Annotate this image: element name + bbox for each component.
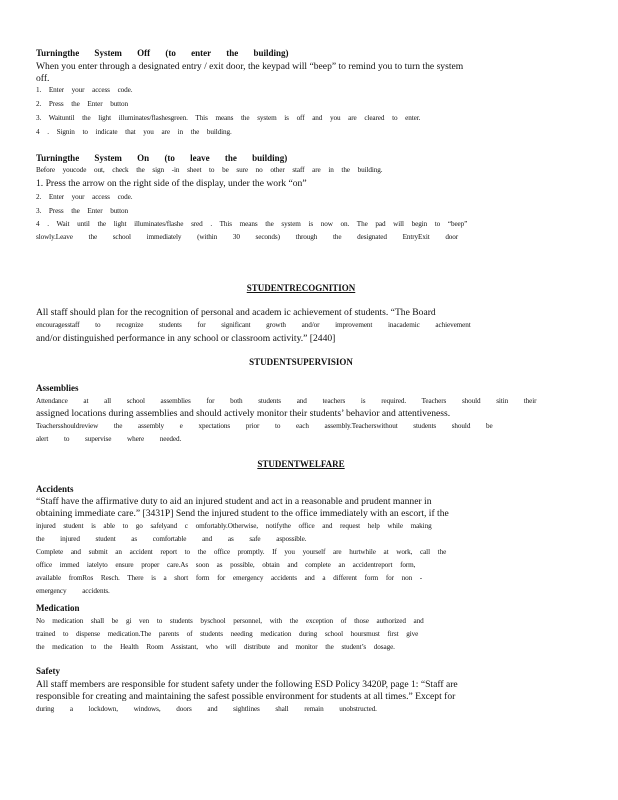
- safety-line-2: responsible for creating and maintaining the safest possible environment for students at all times.” Except for: [36, 691, 456, 702]
- accidents-line-4: the injured student as comfortable and as safe aspossible.: [36, 534, 307, 544]
- accidents-line-1: “Staff have the affirmative duty to aid an injured student and act in a reasonable and prudent manner in: [36, 496, 432, 507]
- supervision-line-3: Teachersshouldreview the assembly e xpectations prior to each assembly.Teacherswithout students should be: [36, 421, 493, 431]
- student-welfare-title: STUDENTWELFARE: [257, 459, 345, 469]
- accidents-line-2: obtaining immediate care.” [3431P] Send the injured student to the office immediately with an escort, if the: [36, 508, 449, 519]
- accidents-line-6: office immed iatelyto ensure proper care.As soon as possible, obtain and complete an accidentreport form,: [36, 560, 416, 570]
- turning-off-heading: Turningthe System Off (to enter the building): [36, 48, 289, 58]
- medication-heading: Medication: [36, 603, 80, 613]
- turning-on-step-3: 3. Press the Enter button: [36, 206, 128, 216]
- supervision-line-2: assigned locations during assemblies and should actively monitor their students’ behavior and attentiveness.: [36, 408, 451, 419]
- turning-on-intro: Before youcode out, check the sign -in sheet to be sure no other staff are in the building.: [36, 165, 383, 175]
- recognition-line-1: All staff should plan for the recognition of personal and academ ic achievement of students. “The Board: [36, 307, 436, 318]
- turning-off-step-4: 4 . Signin to indicate that you are in the building.: [36, 127, 232, 137]
- safety-heading: Safety: [36, 666, 60, 676]
- turning-on-step-4: 4 . Wait until the light illuminates/flashe sred . This means the system is now on. The pad will begin to “beep”: [36, 219, 468, 229]
- accidents-line-8: emergency accidents.: [36, 586, 110, 596]
- turning-off-intro-cont: off.: [36, 73, 50, 84]
- accidents-line-7: available fromRos Resch. There is a short form for emergency accidents and a different form for non -: [36, 573, 423, 583]
- turning-off-step-3: 3. Waituntil the light illuminates/flashesgreen. This means the system is off and you are cleared to enter.: [36, 113, 421, 123]
- accidents-line-5: Complete and submit an accident report to the office promptly. If you yourself are hurtwhile at work, call the: [36, 547, 447, 557]
- student-supervision-title: STUDENTSUPERVISION: [249, 357, 353, 367]
- turning-off-step-1: 1. Enter your access code.: [36, 85, 133, 95]
- assemblies-heading: Assemblies: [36, 383, 79, 393]
- supervision-line-4: alert to supervise where needed.: [36, 434, 182, 444]
- turning-off-step-2: 2. Press the Enter button: [36, 99, 128, 109]
- turning-on-step-2: 2. Enter your access code.: [36, 192, 133, 202]
- recognition-line-3: and/or distinguished performance in any school or classroom activity.” [2440]: [36, 333, 336, 344]
- medication-line-3: the medication to the Health Room Assistant, who will distribute and monitor the student’s dosage.: [36, 642, 395, 652]
- accidents-line-3: injured student is able to go safelyand c omfortably.Otherwise, notifythe office and request help while making: [36, 521, 432, 531]
- safety-line-1: All staff members are responsible for student safety under the following ESD Policy 3420P, page 1: “Staff are: [36, 679, 458, 690]
- accidents-heading: Accidents: [36, 484, 74, 494]
- recognition-line-2: encouragesstaff to recognize students for significant growth and/or improvement inacademic achievement: [36, 320, 471, 330]
- student-recognition-title: STUDENTRECOGNITION: [246, 283, 356, 293]
- safety-line-3: during a lockdown, windows, doors and sightlines shall remain unobstructed.: [36, 704, 377, 714]
- supervision-line-1: Attendance at all school assemblies for both students and teachers is required. Teachers should sitin their: [36, 396, 537, 406]
- turning-off-intro: When you enter through a designated entry / exit door, the keypad will “beep” to remind you to turn the system: [36, 61, 464, 72]
- turning-on-step-4-cont: slowly.Leave the school immediately (within 30 seconds) through the designated EntryExit door: [36, 232, 459, 242]
- medication-line-1: No medication shall be gi ven to students byschool personnel, with the exception of those authorized and: [36, 616, 424, 626]
- turning-on-heading: Turningthe System On (to leave the building): [36, 153, 288, 163]
- medication-line-2: trained to dispense medication.The parents of students needing medication during school hoursmust first give: [36, 629, 419, 639]
- turning-on-step-1: 1. Press the arrow on the right side of the display, under the work “on”: [36, 178, 307, 189]
